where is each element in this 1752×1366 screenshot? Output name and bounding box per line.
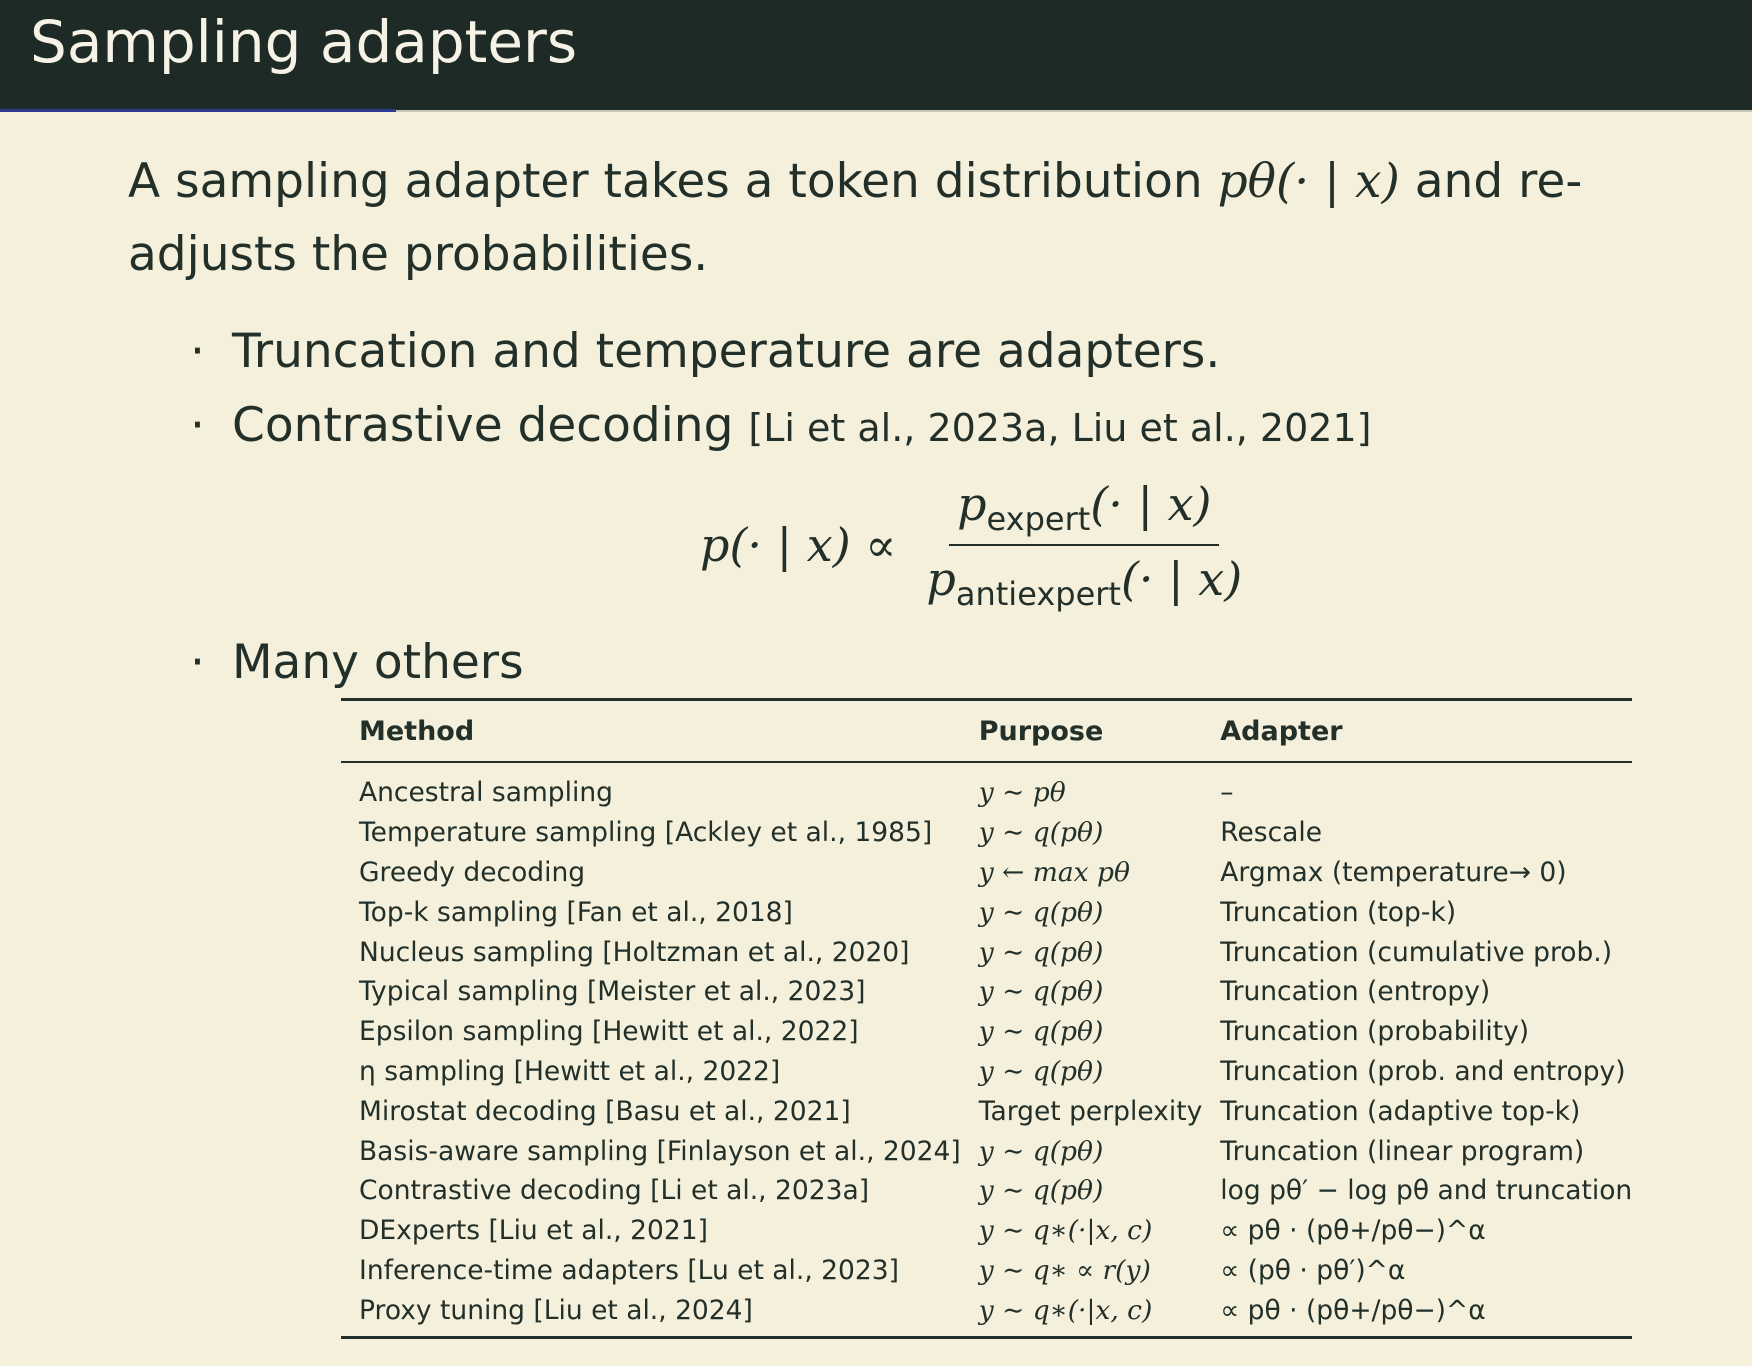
bullet-2-citation: [Li et al., 2023a, Liu et al., 2021] [748,406,1372,450]
title-accent-bar [0,109,396,112]
method-cell: Typical sampling [Meister et al., 2023] [359,976,866,1008]
table-row [341,762,1632,813]
bullet-1-text: Truncation and temperature are adapters. [232,324,1221,379]
table-row [341,1012,1632,1052]
methods-table-wrapper [341,698,1633,1339]
purpose-cell: y ∼ q(pθ) [978,1016,1104,1048]
method-cell: Proxy tuning [Liu et al., 2024] [359,1294,753,1326]
adapter-cell: – [1220,777,1234,809]
table-body [341,762,1632,1338]
formula-lhs: p(· | x) ∝ [700,518,897,572]
bullet-dot: · [190,398,205,453]
table-row [341,1131,1632,1171]
adapter-cell: Truncation (cumulative prob.) [1220,936,1613,968]
method-cell: Contrastive decoding [Li et al., 2023a] [359,1175,870,1207]
numerator-p: p [957,476,987,531]
purpose-cell: y ∼ q(pθ) [978,976,1104,1008]
bullet-2 [190,396,1371,458]
adapter-cell: Truncation (top-k) [1220,896,1457,928]
table-header-row [341,700,1632,763]
intro-text: A sampling adapter takes a token distribution [128,154,1203,209]
adapter-cell: ∝ pθ · (pθ+/pθ−)^α [1220,1215,1486,1247]
method-cell: η sampling [Hewitt et al., 2022] [359,1055,781,1087]
table-row [341,892,1632,932]
adapter-cell: Rescale [1220,817,1323,849]
table-row [341,1251,1632,1291]
bullet-3 [190,633,524,693]
header-method: Method [341,700,961,763]
purpose-cell: Target perplexity [978,1095,1203,1127]
purpose-cell: y ∼ q(pθ) [978,936,1104,968]
method-cell: Top-k sampling [Fan et al., 2018] [359,896,793,928]
table-row [341,1091,1632,1131]
purpose-cell: y ∼ q∗(·|x, c) [978,1294,1153,1326]
method-cell: Greedy decoding [359,856,586,888]
bullet-dot: · [190,635,205,690]
methods-table [341,698,1632,1339]
table-row [341,932,1632,972]
intro-paragraph [128,145,1728,291]
purpose-cell: y ∼ q(pθ) [978,896,1104,928]
denominator-args: (· | x) [1120,552,1243,606]
adapter-cell: Truncation (entropy) [1220,976,1491,1008]
formula-denominator [918,546,1250,613]
bullet-3-text: Many others [232,635,524,690]
title-bar [0,0,1752,110]
purpose-cell: y ∼ q∗(·|x, c) [978,1215,1153,1247]
purpose-cell: y ∼ q∗ ∝ r(y) [978,1254,1151,1286]
adapter-cell: Truncation (prob. and entropy) [1220,1055,1626,1087]
header-purpose: Purpose [961,700,1203,763]
intro-text-2: and re-adjusts the probabilities. [128,154,1583,282]
denominator-subscript: antiexpert [955,575,1121,614]
method-cell: Inference-time adapters [Lu et al., 2023] [359,1254,899,1286]
bullet-1 [190,322,1220,382]
table-row [341,853,1632,893]
purpose-cell: y ∼ q(pθ) [978,1055,1104,1087]
method-cell: Epsilon sampling [Hewitt et al., 2022] [359,1016,859,1048]
table-row [341,1171,1632,1211]
adapter-cell: ∝ (pθ · pθ′)^α [1220,1254,1406,1286]
method-cell: Mirostat decoding [Basu et al., 2021] [359,1095,851,1127]
numerator-subscript: expert [986,500,1091,538]
bullet-2-text: Contrastive decoding [232,398,734,453]
adapter-cell: ∝ pθ · (pθ+/pθ−)^α [1220,1294,1486,1326]
slide-title: Sampling adapters [30,8,578,76]
purpose-cell: y ← max pθ [978,856,1130,888]
formula-numerator [949,477,1219,546]
bullet-dot: · [190,324,205,379]
denominator-p: p [926,552,956,606]
numerator-args: (· | x) [1090,476,1212,531]
purpose-cell: y ∼ q(pθ) [978,817,1104,849]
table-row [341,1211,1632,1251]
adapter-cell: log pθ′ − log pθ and truncation [1220,1175,1633,1207]
method-cell: Basis-aware sampling [Finlayson et al., 2024] [359,1135,961,1167]
table-row [341,1052,1632,1092]
table-row [341,1290,1632,1337]
intro-math: pθ(· | x) [1217,154,1400,209]
purpose-cell: y ∼ q(pθ) [978,1135,1104,1167]
purpose-cell: y ∼ q(pθ) [978,1175,1104,1207]
formula-fraction [918,477,1250,613]
adapter-cell: Truncation (probability) [1220,1016,1530,1048]
method-cell: Ancestral sampling [359,777,613,809]
method-cell: Nucleus sampling [Holtzman et al., 2020] [359,936,910,968]
purpose-cell: y ∼ pθ [978,777,1066,809]
contrastive-formula [700,470,1250,620]
adapter-cell: Truncation (adaptive top-k) [1220,1095,1581,1127]
method-cell: Temperature sampling [Ackley et al., 1985] [359,817,933,849]
method-cell: DExperts [Liu et al., 2021] [359,1215,708,1247]
table-row [341,972,1632,1012]
table-row [341,813,1632,853]
header-adapter: Adapter [1202,700,1632,763]
adapter-cell: Argmax (temperature→ 0) [1220,856,1567,888]
adapter-cell: Truncation (linear program) [1220,1135,1585,1167]
